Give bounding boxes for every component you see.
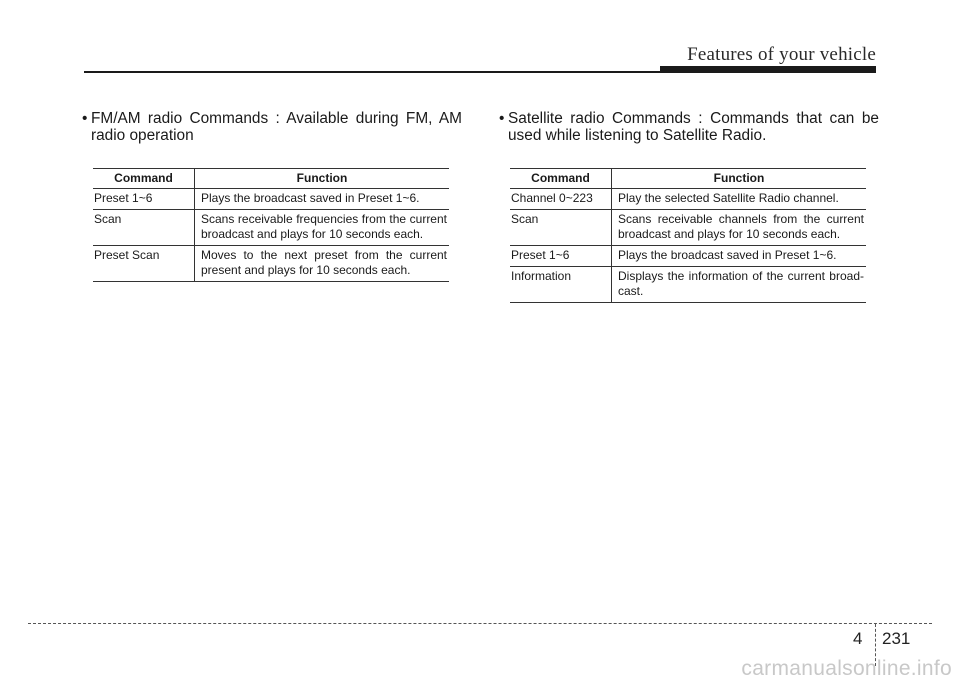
chapter-number: 4 <box>853 629 863 648</box>
satellite-intro-text: Satellite radio Commands : Commands that can be used while listening to Satellite Radio. <box>508 110 879 144</box>
fm-am-section <box>80 110 462 277</box>
command-cell: Scan <box>93 210 195 246</box>
header-rule-accent <box>660 66 876 73</box>
bullet-icon: • <box>82 110 88 127</box>
table-row <box>510 189 866 210</box>
function-cell: Scans receivable frequencies from the current broadcast and plays for 10 seconds each. <box>195 210 450 246</box>
function-cell: Play the selected Satellite Radio channel. <box>612 189 867 210</box>
table-row <box>93 210 449 246</box>
command-cell: Preset 1~6 <box>93 189 195 210</box>
column-header-command: Command <box>93 169 195 189</box>
command-cell: Information <box>510 267 612 303</box>
function-cell: Scans receivable channels from the current broadcast and plays for 10 seconds each. <box>612 210 867 246</box>
fm-am-command-table <box>93 168 449 282</box>
command-cell: Channel 0~223 <box>510 189 612 210</box>
satellite-section <box>497 110 879 298</box>
table-row <box>93 189 449 210</box>
table-row <box>93 246 449 282</box>
column-header-function: Function <box>612 169 867 189</box>
command-cell: Preset 1~6 <box>510 246 612 267</box>
column-header-command: Command <box>510 169 612 189</box>
table-header-row <box>93 169 449 189</box>
function-cell: Moves to the next preset from the current present and plays for 10 seconds each. <box>195 246 450 282</box>
footer-rule <box>28 623 932 624</box>
header-rule <box>84 71 664 73</box>
satellite-intro <box>497 110 879 144</box>
watermark: carmanualsonline.info <box>741 657 952 680</box>
column-header-function: Function <box>195 169 450 189</box>
satellite-command-table <box>510 168 866 303</box>
function-cell: Plays the broadcast saved in Preset 1~6. <box>195 189 450 210</box>
table-row <box>510 267 866 303</box>
table-row <box>510 210 866 246</box>
fm-am-intro <box>80 110 462 144</box>
function-cell: Displays the information of the current broad-cast. <box>612 267 867 303</box>
fm-am-intro-text: FM/AM radio Commands : Available during FM, AM radio operation <box>91 110 462 144</box>
page-number: 231 <box>882 629 911 648</box>
page-header-title: Features of your vehicle <box>687 44 876 65</box>
bullet-icon: • <box>499 110 505 127</box>
command-cell: Preset Scan <box>93 246 195 282</box>
table-row <box>510 246 866 267</box>
table-header-row <box>510 169 866 189</box>
function-cell: Plays the broadcast saved in Preset 1~6. <box>612 246 867 267</box>
command-cell: Scan <box>510 210 612 246</box>
